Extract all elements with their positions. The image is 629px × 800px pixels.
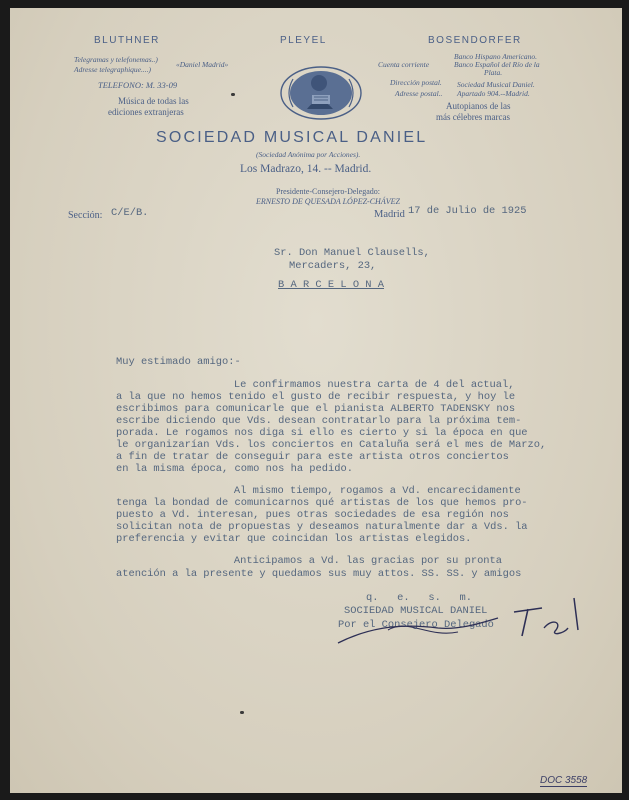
telegram-label-2: Adresse telegraphique....)	[74, 65, 151, 74]
body-line: escribe diciendo que Vds. desean contratarlo para la próxima tem-	[116, 415, 522, 427]
direccion-value-2: Apartado 904.--Madrid.	[457, 89, 530, 98]
body-line: preferencia y evitar que coincidan los artistas elegidos.	[116, 533, 472, 545]
brand-bosendorfer: BOSENDORFER	[428, 35, 522, 46]
president-label: Presidente-Consejero-Delegado:	[276, 187, 380, 196]
body-line: puesto a Vd. interesan, pues otras sociedades de esa región nos	[116, 509, 509, 521]
direccion-label: Dirección postal.	[390, 78, 442, 87]
body-line: Anticipamos a Vd. las gracias por su pronta	[184, 555, 503, 567]
company-title: SOCIEDAD MUSICAL DANIEL	[156, 129, 428, 146]
body-line: Le confirmamos nuestra carta de 4 del actual,	[184, 379, 515, 391]
recipient-name: Sr. Don Manuel Clausells,	[274, 247, 430, 259]
company-address: Los Madrazo, 14. -- Madrid.	[240, 163, 372, 175]
letter-date: 17 de Julio de 1925	[408, 205, 527, 217]
archive-reference: DOC 3558	[540, 775, 588, 786]
cuenta-value-3: Plata.	[484, 68, 503, 77]
seccion-label: Sección:	[68, 210, 103, 221]
body-line: a la que no hemos tenido el gusto de recibir respuesta, y hoy le	[116, 391, 516, 403]
body-line: le organizarían Vds. los conciertos en Cataluña será el mes de Marzo,	[116, 439, 547, 451]
punch-mark	[231, 93, 235, 96]
brand-bluthner: BLUTHNER	[94, 35, 160, 46]
salutation: Muy estimado amigo:-	[116, 356, 241, 368]
brand-pleyel: PLEYEL	[280, 35, 327, 46]
closing-company: SOCIEDAD MUSICAL DANIEL	[344, 605, 488, 617]
body-line: escribimos para comunicarle que el pianista ALBERTO TADENSKY nos	[116, 403, 516, 415]
closing-role: Por el Consejero Delegado	[338, 619, 494, 631]
recipient-street: Mercaders, 23,	[289, 260, 377, 272]
body-line: Al mismo tiempo, rogamos a Vd. encarecidamente	[184, 485, 521, 497]
punch-mark	[240, 711, 244, 714]
madrid-label: Madrid	[374, 209, 405, 220]
body-line: atención a la presente y quedamos sus muy attos. SS. SS. y amigos	[116, 568, 522, 580]
direccion-value-1: Sociedad Musical Daniel.	[457, 80, 535, 89]
left-description-2: ediciones extranjeras	[108, 107, 184, 117]
right-description-1: Autopianos de las	[446, 101, 511, 111]
right-description-2: más célebres marcas	[436, 112, 510, 122]
cuenta-label: Cuenta corriente	[378, 60, 430, 69]
daniel-emblem-logo	[279, 65, 363, 121]
body-line: solicitan nota de propuestas y deseamos naturalmente dar a Vds. la	[116, 521, 528, 533]
body-line: tenga la bondad de comunicarnos qué artistas de los que hemos pro-	[116, 497, 528, 509]
president-name: ERNESTO DE QUESADA LÓPEZ-CHÁVEZ	[256, 197, 400, 206]
body-line: a fin de tratar de conseguir para este artista otros conciertos	[116, 451, 509, 463]
handwritten-signature	[328, 588, 590, 648]
telegram-value: «Daniel Madrid»	[176, 60, 229, 69]
recipient-city: B A R C E L O N A	[278, 279, 385, 291]
telegram-label-1: Telegramas y telefonemas..)	[74, 55, 158, 64]
adresse-label: Adresse postal..	[395, 89, 443, 98]
letter-sheet	[10, 8, 622, 793]
left-description-1: Música de todas las	[118, 96, 189, 106]
body-line: en la misma época, como nos ha pedido.	[116, 463, 353, 475]
closing-qesm: q. e. s. m.	[366, 592, 473, 604]
telefono: TELEFONO: M. 33-09	[98, 80, 178, 90]
cuenta-value-1: Banco Hispano Americano.	[454, 52, 537, 61]
company-subtitle: (Sociedad Anónima por Acciones).	[256, 150, 361, 159]
cuenta-value-2: Banco Español del Río de la	[454, 60, 540, 69]
body-line: porada. Le rogamos nos diga si ello es cierto y si la época en que	[116, 427, 528, 439]
seccion-value: C/E/B.	[111, 207, 149, 219]
